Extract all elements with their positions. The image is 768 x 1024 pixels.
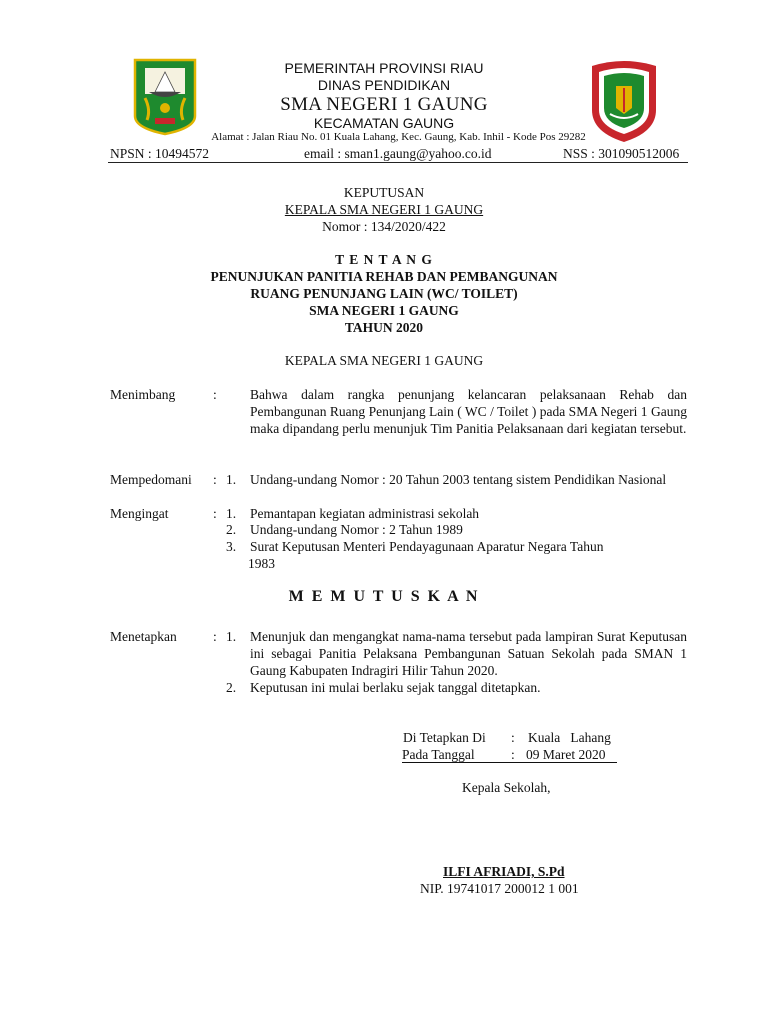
header-email[interactable]: email : sman1.gaung@yahoo.co.id [304,146,492,161]
mengingat-item-text: Pemantapan kegiatan administrasi sekolah [250,506,480,521]
mempedomani-label: Mempedomani [110,472,192,487]
signatory-name: ILFI AFRIADI, S.Pd [443,864,565,879]
mengingat-label: Mengingat [110,506,169,521]
menetapkan-item-text: Menunjuk dan mengangkat nama-nama tersebut pada lampiran Surat Keputusan ini sebagai Panitia Pelaksana Pembangunan Satuan Sekolah pada SMAN 1 Gaung Kabupaten Indragiri Hilir Tahun 2020. [250,629,687,678]
mengingat-colon: : [213,506,217,521]
mengingat-item-text: Surat Keputusan Menteri Pendayagunaan Aparatur Negara Tahun [250,539,604,554]
menetapkan-item-num: 2. [226,680,237,695]
menetapkan-colon: : [213,629,217,644]
mempedomani-item-text: Undang-undang Nomor : 20 Tahun 2003 tentang sistem Pendidikan Nasional [250,472,667,487]
memutuskan-heading: M E M U T U S K A N [288,588,480,605]
menimbang-text: Bahwa dalam rangka penunjang kelancaran pelaksanaan Rehab dan Pembangunan Ruang Penunjang Lain ( WC / Toilet ) pada SMA Negeri 1 Gaung maka dipandang perlu menunjuk Tim Panitia Pelaksanaan dari kegiatan tersebut. [250,387,687,436]
mengingat-item-num: 1. [226,506,237,521]
title-kepala: KEPALA SMA NEGERI 1 GAUNG [284,202,484,217]
subject-line-3: SMA NEGERI 1 GAUNG [309,303,459,318]
header-school-name: SMA NEGERI 1 GAUNG [280,94,488,115]
place-label: Di Tetapkan Di [403,730,486,745]
mengingat-item-text: Undang-undang Nomor : 2 Tahun 1989 [250,522,463,537]
header-npsn: NPSN : 10494572 [110,146,210,161]
header-district: KECAMATAN GAUNG [313,115,455,131]
title-tentang: T E N T A N G [335,252,433,267]
mengingat-item-num: 3. [226,539,237,554]
date-row [402,746,617,763]
menimbang-colon: : [213,387,217,402]
subject-line-4: TAHUN 2020 [344,320,424,335]
title-nomor: Nomor : 134/2020/422 [322,219,446,234]
header-department: DINAS PENDIDIKAN [317,77,451,93]
date-label: Pada Tanggal [402,747,475,762]
date-value: 09 Maret 2020 [526,747,606,762]
menetapkan-label: Menetapkan [110,629,177,644]
title-keputusan: KEPUTUSAN [343,185,425,200]
header-nss: NSS : 301090512006 [563,146,680,161]
signatory-role: Kepala Sekolah, [462,780,551,795]
subject-line-2: RUANG PENUNJANG LAIN (WC/ TOILET) [250,286,518,301]
menetapkan-item-num: 1. [226,629,237,644]
mempedomani-colon: : [213,472,217,487]
place-colon: : [511,730,515,745]
mengingat-item-num: 2. [226,522,237,537]
place-value: Kuala Lahang [528,730,611,745]
subject-line-1: PENUNJUKAN PANITIA REHAB DAN PEMBANGUNAN [210,269,558,284]
letterhead-divider [108,162,688,163]
date-colon: : [511,747,515,762]
menetapkan-item-text: Keputusan ini mulai berlaku sejak tanggal ditetapkan. [250,680,541,695]
mengingat-item-text-cont: 1983 [248,556,275,571]
menimbang-label: Menimbang [110,387,176,402]
header-address: Alamat : Jalan Riau No. 01 Kuala Lahang, Kec. Gaung, Kab. Inhil - Kode Pos 29282 [211,131,586,143]
header-government: PEMERINTAH PROVINSI RIAU [284,60,484,76]
mempedomani-item-num: 1. [226,472,237,487]
signatory-nip: NIP. 19741017 200012 1 001 [420,881,579,896]
authority-heading: KEPALA SMA NEGERI 1 GAUNG [284,353,484,368]
